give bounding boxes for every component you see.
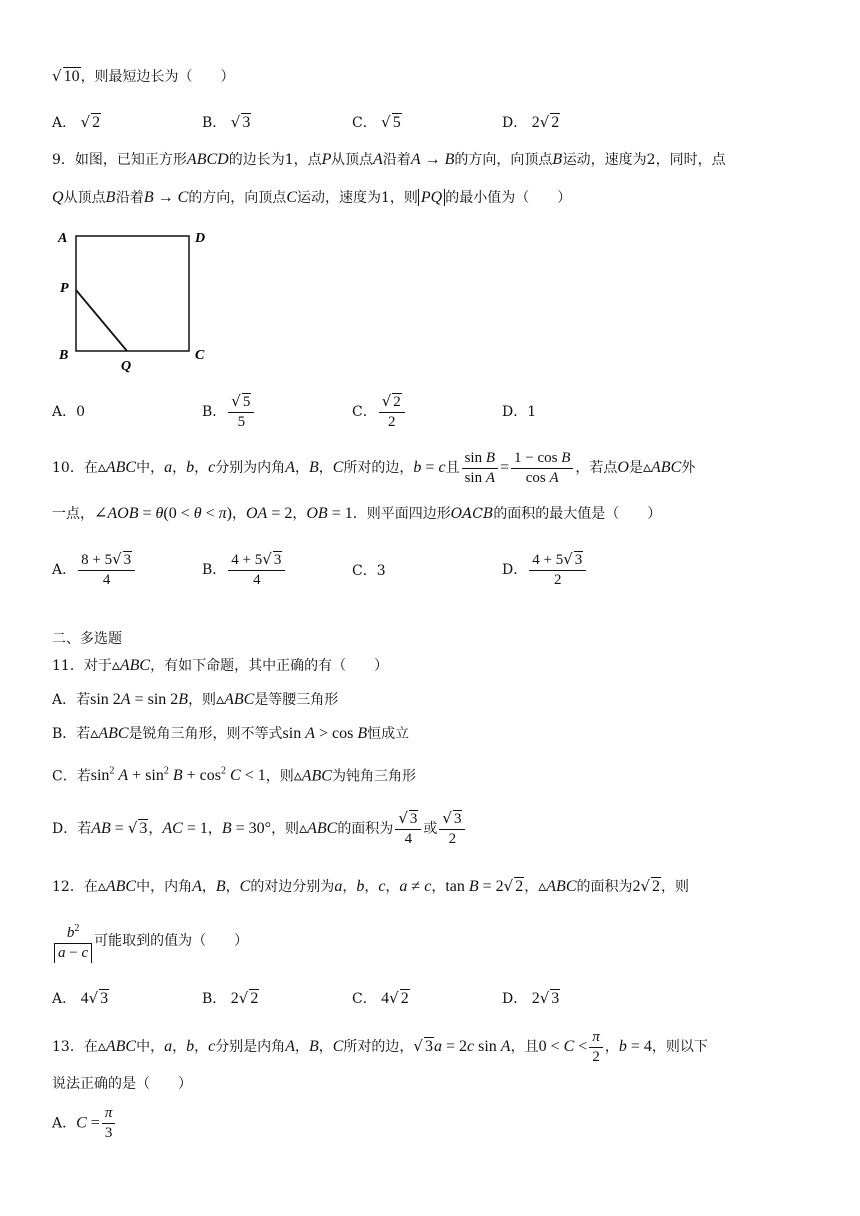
q10-line2: 一点，∠AOB = θ(0 < θ < π)，OA = 2，OB = 1．则平面四边形OACB的面积的最大值是（ ） xyxy=(52,505,662,522)
label-b: B xyxy=(59,348,69,363)
q8-option-c: C． √ 5 xyxy=(352,113,401,131)
q12-option-a: A． 4√ 3 xyxy=(52,989,109,1007)
q10-option-a: A． $\frac{8 + 5√ 3}{4}$ xyxy=(52,550,137,590)
q9-option-d: D．1 xyxy=(502,404,537,420)
q12-line2: $\frac{b^2}{a - c}$ 可能取到的值为（ ） xyxy=(52,916,248,966)
q9-option-c: C． $\frac{√ 2}{2}$ xyxy=(352,392,407,432)
q11-option-a: A．若sin 2A = sin 2B，则▵ABC是等腰三角形 xyxy=(52,691,339,708)
q12-option-b: B． 2√ 2 xyxy=(202,989,259,1007)
q11-option-c: C．若$\sin^2 A + \sin^2 B + \cos^2 C < 1$，则▵ABC为钝角三角形 xyxy=(52,766,416,785)
label-d: D xyxy=(195,231,206,246)
q13-line2: 说法正确的是（ ） xyxy=(52,1076,192,1092)
q8-option-b: B． √ 3 xyxy=(202,113,251,131)
q12-option-d: D． 2√ 3 xyxy=(502,989,560,1007)
q9-option-b: B． $\frac{√ 5}{5}$ xyxy=(202,392,256,432)
q8-tail-text: ，则最短边长为（ ） xyxy=(80,69,235,85)
label-q: Q xyxy=(121,359,132,374)
q8-option-d: D． 2√ 2 xyxy=(502,113,560,131)
q9-line1: 9．如图，已知正方形ABCD的边长为1，点P从顶点A沿着A → B的方向，向顶点B运动，速度为2，同时，点 xyxy=(52,151,726,168)
q9-line2: Q从顶点B沿着B → C的方向，向顶点C运动，速度为1，则 PQ 的最小值为（ ） xyxy=(52,189,572,206)
q9-option-a: A．0 xyxy=(52,404,86,420)
label-p: P xyxy=(60,281,69,296)
q13-line1: 13．在▵ABC中，a，b，c分别是内角A，B，C所对的边，√ 3a = 2c sin A，且0 < C < $\frac{\pi}{2}$ ，b = 4，则以下 xyxy=(52,1028,708,1065)
q11-option-b: B．若▵ABC是锐角三角形，则不等式sin A > cos B恒成立 xyxy=(52,725,410,742)
q10-line1: 10．在▵ABC中，a，b，c分别为内角A，B，C所对的边，b = c且 $\frac{\text{sin B}}{\text{sin A}}$ = $\frac{\text{1 − cos B}}{\text{cos A}}$ ，若点O是▵ABC外 xyxy=(52,449,696,486)
q9-square-figure xyxy=(52,224,222,374)
segment-pq xyxy=(76,290,127,351)
section-heading-multiple-choice: 二、多选题 xyxy=(52,631,122,647)
label-a: A xyxy=(58,231,68,246)
q12-line1: 12．在▵ABC中，内角A，B，C的对边分别为a，b，c，a ≠ c，tan B = 2√ 2，▵ABC的面积为2√ 2，则 xyxy=(52,877,690,895)
q11-stem: 11．对于▵ABC，有如下命题，其中正确的有（ ） xyxy=(52,657,389,674)
q10-option-c: C．3 xyxy=(352,563,386,579)
q12-option-c: C． 4√ 2 xyxy=(352,989,409,1007)
label-c: C xyxy=(195,348,205,363)
q10-option-b: B． $\frac{4 + 5√ 3}{4}$ xyxy=(202,550,287,590)
q10-option-d: D． $\frac{4 + 5√ 3}{2}$ xyxy=(502,550,588,590)
q11-option-d: D．若AB = √ 3，AC = 1，B = 30°，则▵ABC的面积为 $\frac{√ 3}{4}$ 或 $\frac{√ 3}{2}$ xyxy=(52,808,467,849)
q8-tail-line: √ 10，则最短边长为（ ） xyxy=(52,67,235,85)
q8-option-a: A． √ 2 xyxy=(52,113,101,131)
q13-option-a: A．C = $\frac{\pi}{3}$ xyxy=(52,1104,117,1143)
square-abcd xyxy=(76,236,189,351)
